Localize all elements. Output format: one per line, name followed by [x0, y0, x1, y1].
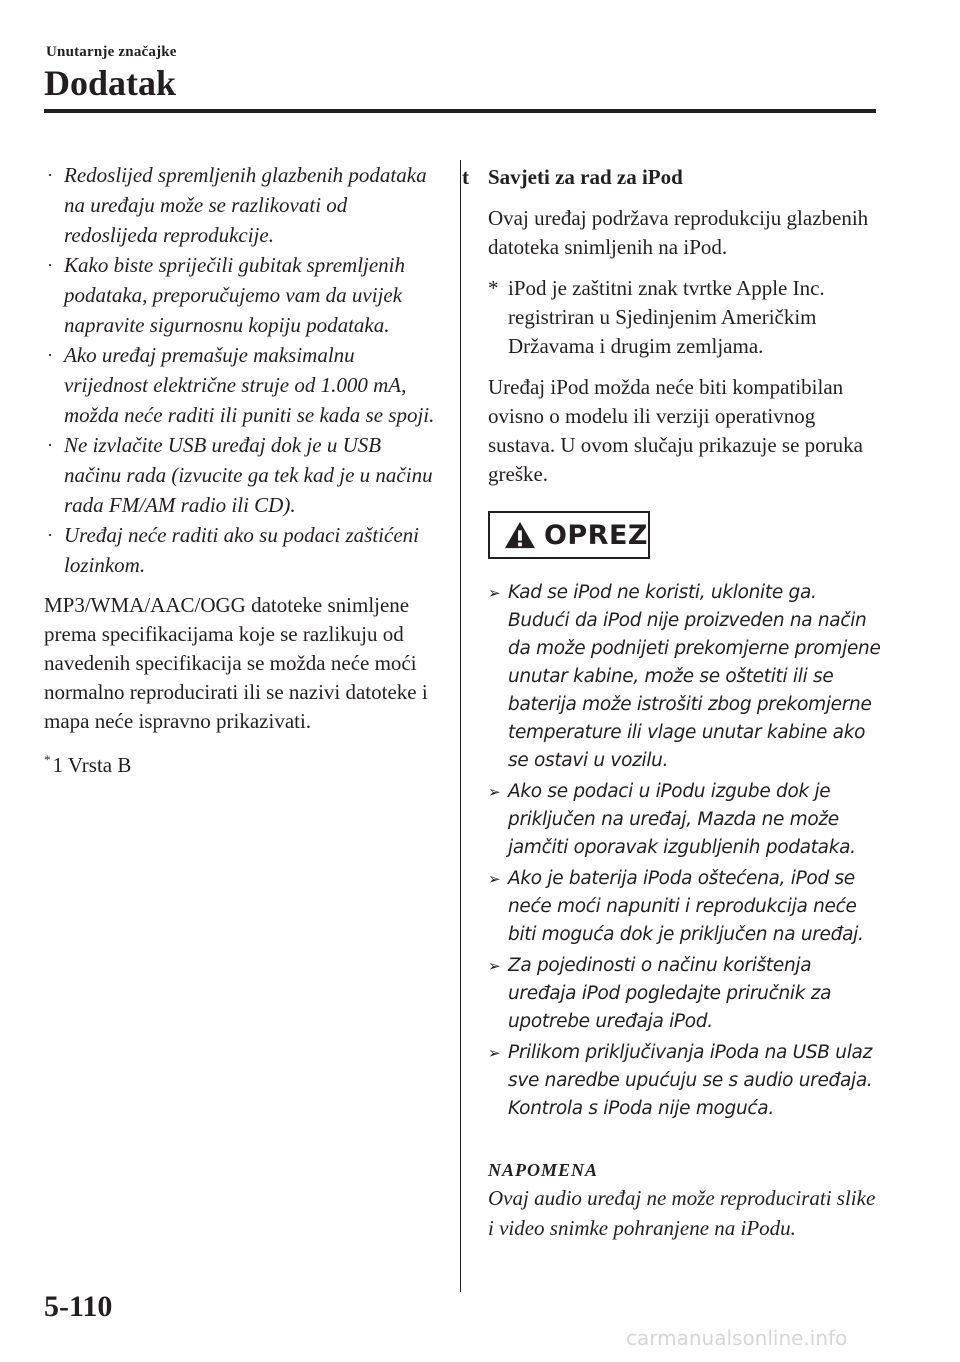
caution-text: Prilikom priključivanja iPoda na USB ulaz sve naredbe upućuju se s audio uređaja. Kontrola s iPoda nije moguća. — [508, 1042, 873, 1119]
list-item — [44, 250, 439, 340]
caution-text: Ako je baterija iPoda oštećena, iPod se neće moći napuniti i reprodukcija neće biti moguća dok je priključen na uređaj. — [508, 868, 864, 945]
list-item — [488, 865, 883, 949]
arrow-right-icon: ➢ — [488, 584, 501, 602]
bullet-icon: · — [47, 435, 53, 455]
trademark-note — [488, 274, 883, 361]
caution-label: OPREZ — [543, 519, 648, 551]
page-number: 5-110 — [44, 1290, 113, 1323]
bullet-icon: · — [47, 255, 53, 275]
compatibility-paragraph: Uređaj iPod možda neće biti kompatibilan ovisno o modelu ili verziji operativnog sustava. U ovom slučaju prikazuje se poruka greške. — [488, 375, 863, 486]
list-item — [488, 579, 883, 775]
caution-list — [488, 579, 883, 1123]
note-title: NAPOMENA — [488, 1160, 599, 1180]
arrow-right-icon: ➢ — [488, 957, 501, 975]
bullet-text: Redoslijed spremljenih glazbenih podataka na uređaju može se razlikovati od redoslijeda reprodukcije. — [64, 163, 427, 247]
list-item — [488, 952, 883, 1036]
bullet-icon: · — [47, 165, 53, 185]
bullet-icon: · — [47, 345, 53, 365]
bullet-icon: · — [47, 525, 53, 545]
page-title: Dodatak — [44, 63, 177, 103]
list-item — [44, 160, 439, 250]
bullet-list — [44, 160, 439, 580]
footnote — [44, 745, 439, 780]
list-item — [488, 778, 883, 862]
bullet-text: Uređaj neće raditi ako su podaci zaštićeni lozinkom. — [64, 523, 419, 577]
section-heading-text: Savjeti za rad za iPod — [488, 165, 683, 189]
section-heading — [456, 162, 883, 192]
footnote-text: 1 Vrsta B — [52, 753, 132, 777]
footnote-mark: * — [44, 752, 51, 767]
bullet-text: Ne izvlačite USB uređaj dok je u USB načinu rada (izvucite ga tek kad je u načinu rada FM/AM radio ili CD). — [64, 433, 433, 517]
arrow-right-icon: ➢ — [488, 870, 501, 888]
arrow-right-icon: ➢ — [488, 783, 501, 801]
left-column — [44, 160, 439, 780]
section-label: Unutarnje značajke — [46, 44, 177, 60]
caution-text: Za pojedinosti o načinu korištenja uređaja iPod pogledajte priručnik za upotrebe uređaja iPod. — [508, 955, 832, 1032]
intro-paragraph: Ovaj uređaj podržava reprodukciju glazbenih datoteka snimljenih na iPod. — [488, 206, 869, 259]
asterisk-icon: * — [488, 276, 499, 300]
list-item — [44, 520, 439, 580]
section-marker-icon: t — [462, 165, 469, 189]
column-divider — [460, 160, 461, 1292]
arrow-right-icon: ➢ — [488, 1044, 501, 1062]
warning-triangle-icon — [504, 520, 536, 550]
caution-text: Ako se podaci u iPodu izgube dok je priključen na uređaj, Mazda ne može jamčiti oporavak izgubljenih podataka. — [508, 781, 856, 858]
list-item — [44, 340, 439, 430]
caution-text: Kad se iPod ne koristi, uklonite ga. Budući da iPod nije proizveden na način da može podnijeti prekomjerne promjene unutar kabine, može se oštetiti ili se baterija može istrošiti zbog prekomjerne temperature ili vlage unutar kabine ako se ostavi u vozilu. — [508, 582, 881, 771]
bullet-text: Kako biste spriječili gubitak spremljenih podataka, preporučujemo vam da uvijek napravite sigurnosnu kopiju podataka. — [64, 253, 406, 337]
file-format-paragraph: MP3/WMA/AAC/OGG datoteke snimljene prema specifikacijama koje se razlikuju od navedenih specifikacija se možda neće moći normalno reproducirati ili se nazivi datoteke i mapa neće ispravno prikazivati. — [44, 593, 428, 733]
bullet-text: Ako uređaj premašuje maksimalnu vrijednost električne struje od 1.000 mA, možda neće raditi ili puniti se kada se spoji. — [64, 343, 435, 427]
trademark-text: iPod je zaštitni znak tvrtke Apple Inc. registriran u Sjedinjenim Američkim Državama i drugim zemljama. — [508, 276, 825, 358]
right-column — [462, 160, 883, 1243]
watermark: carmanualsonline.info — [626, 1326, 848, 1350]
caution-box — [488, 511, 650, 559]
note-text: Ovaj audio uređaj ne može reproducirati slike i video snimke pohranjene na iPodu. — [488, 1186, 876, 1240]
list-item — [44, 430, 439, 520]
list-item — [488, 1039, 883, 1123]
header-rule — [44, 109, 876, 113]
